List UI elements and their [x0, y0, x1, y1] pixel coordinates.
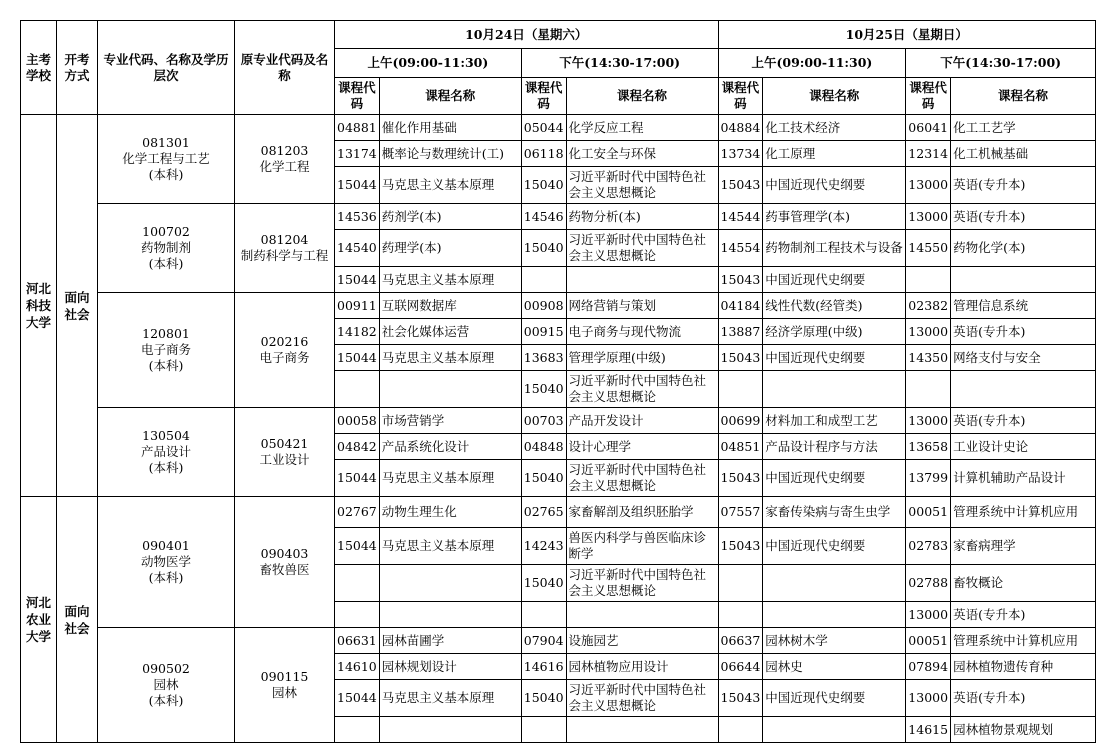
course-name: 中国近现代史纲要: [763, 167, 906, 204]
course-code: 14550: [906, 230, 951, 267]
major-cell: [98, 204, 235, 293]
course-name: [566, 602, 718, 628]
course-name: 电子商务与现代物流: [566, 319, 718, 345]
major-code: 090502: [142, 661, 190, 676]
course-name: [763, 602, 906, 628]
course-code: 15044: [335, 528, 380, 565]
course-code: 13887: [718, 319, 763, 345]
course-name: 英语(专升本): [951, 680, 1096, 717]
course-code: 02765: [521, 497, 566, 528]
course-name: 药物化学(本): [951, 230, 1096, 267]
header-school: 主考学校: [21, 21, 57, 115]
course-code: 15043: [718, 460, 763, 497]
course-name: 化工技术经济: [763, 115, 906, 141]
course-code: 02783: [906, 528, 951, 565]
header-course-code: 课程代码: [718, 78, 763, 115]
major-code: 120801: [142, 326, 190, 341]
course-name: 药剂学(本): [379, 204, 521, 230]
course-name: [763, 717, 906, 743]
orig-major-name: 电子商务: [259, 350, 310, 365]
course-code: 04884: [718, 115, 763, 141]
course-code: 14610: [335, 654, 380, 680]
course-code: [718, 717, 763, 743]
course-code: 15043: [718, 680, 763, 717]
course-name: 动物生理生化: [379, 497, 521, 528]
course-name: 管理学原理(中级): [566, 345, 718, 371]
course-name: 网络营销与策划: [566, 293, 718, 319]
course-name: 英语(专升本): [951, 408, 1096, 434]
major-level: (本科): [148, 693, 184, 708]
course-code: 00915: [521, 319, 566, 345]
course-code: 13799: [906, 460, 951, 497]
orig-major-cell: [235, 628, 335, 743]
course-code: 06118: [521, 141, 566, 167]
course-code: 04184: [718, 293, 763, 319]
course-code: [521, 602, 566, 628]
orig-major-cell: [235, 293, 335, 408]
course-code: 04851: [718, 434, 763, 460]
school-name-cell: [21, 115, 57, 497]
course-name: 习近平新时代中国特色社会主义思想概论: [566, 230, 718, 267]
course-name: 园林史: [763, 654, 906, 680]
course-code: 04848: [521, 434, 566, 460]
major-code: 090401: [142, 538, 190, 553]
table-row: [21, 204, 1096, 230]
course-code: 13000: [906, 167, 951, 204]
course-name: 习近平新时代中国特色社会主义思想概论: [566, 680, 718, 717]
course-code: 14350: [906, 345, 951, 371]
course-code: 00703: [521, 408, 566, 434]
course-name: 中国近现代史纲要: [763, 267, 906, 293]
course-name: 英语(专升本): [951, 602, 1096, 628]
course-name: 马克思主义基本原理: [379, 267, 521, 293]
course-name: 中国近现代史纲要: [763, 345, 906, 371]
course-code: 00699: [718, 408, 763, 434]
course-code: 13174: [335, 141, 380, 167]
course-name: [379, 565, 521, 602]
major-name: 药物制剂: [140, 240, 191, 255]
course-code: 00908: [521, 293, 566, 319]
course-name: 马克思主义基本原理: [379, 528, 521, 565]
orig-major-code: 081203: [260, 143, 309, 158]
course-code: 15043: [718, 167, 763, 204]
course-code: 04842: [335, 434, 380, 460]
course-code: 15044: [335, 680, 380, 717]
course-code: 13000: [906, 602, 951, 628]
course-code: 13000: [906, 319, 951, 345]
course-name: 英语(专升本): [951, 167, 1096, 204]
course-code: [718, 602, 763, 628]
course-name: 化工安全与环保: [566, 141, 718, 167]
orig-major-name: 制药科学与工程: [240, 248, 329, 263]
course-name: 化工机械基础: [951, 141, 1096, 167]
orig-major-code: 020216: [260, 334, 309, 349]
course-name: 催化作用基础: [379, 115, 521, 141]
course-name: 园林植物应用设计: [566, 654, 718, 680]
major-level: (本科): [148, 256, 184, 271]
header-day1-pm: 下午(14:30-17:00): [521, 49, 718, 78]
course-name: [379, 717, 521, 743]
course-code: 14540: [335, 230, 380, 267]
course-name: 计算机辅助产品设计: [951, 460, 1096, 497]
major-code: 130504: [142, 428, 190, 443]
course-name: 化学反应工程: [566, 115, 718, 141]
major-name: 电子商务: [140, 342, 191, 357]
course-code: 15040: [521, 460, 566, 497]
header-mode: 开考方式: [57, 21, 98, 115]
course-code: 02788: [906, 565, 951, 602]
header-course-name: 课程名称: [566, 78, 718, 115]
course-code: 15043: [718, 267, 763, 293]
header-day2-am: 上午(09:00-11:30): [718, 49, 906, 78]
course-name: 设施园艺: [566, 628, 718, 654]
course-name: 材料加工和成型工艺: [763, 408, 906, 434]
orig-major-code: 050421: [260, 436, 309, 451]
course-name: 药事管理学(本): [763, 204, 906, 230]
course-code: 14615: [906, 717, 951, 743]
course-name: 产品系统化设计: [379, 434, 521, 460]
course-code: 04881: [335, 115, 380, 141]
orig-major-cell: [235, 204, 335, 293]
course-name: 中国近现代史纲要: [763, 680, 906, 717]
exam-mode-cell: [57, 497, 98, 743]
course-name: [951, 371, 1096, 408]
table-row: [21, 408, 1096, 434]
course-name: [379, 602, 521, 628]
course-code: 13000: [906, 408, 951, 434]
course-name: 习近平新时代中国特色社会主义思想概论: [566, 460, 718, 497]
course-name: 药理学(本): [379, 230, 521, 267]
course-name: 习近平新时代中国特色社会主义思想概论: [566, 371, 718, 408]
exam-mode: 面向社会: [64, 289, 90, 322]
course-name: 马克思主义基本原理: [379, 167, 521, 204]
course-code: 00051: [906, 497, 951, 528]
course-code: [335, 565, 380, 602]
course-code: [335, 371, 380, 408]
course-code: 15040: [521, 167, 566, 204]
major-level: (本科): [148, 167, 184, 182]
course-name: 中国近现代史纲要: [763, 460, 906, 497]
course-name: 化工工艺学: [951, 115, 1096, 141]
course-name: 经济学原理(中级): [763, 319, 906, 345]
course-code: 13683: [521, 345, 566, 371]
table-row: [21, 115, 1096, 141]
course-code: 07894: [906, 654, 951, 680]
header-day1: 10月24日（星期六）: [335, 21, 719, 49]
course-code: 15040: [521, 371, 566, 408]
major-level: (本科): [148, 570, 184, 585]
course-name: 习近平新时代中国特色社会主义思想概论: [566, 565, 718, 602]
course-name: 产品开发设计: [566, 408, 718, 434]
schedule-body: [21, 115, 1096, 743]
table-row: [21, 628, 1096, 654]
course-name: 管理系统中计算机应用: [951, 628, 1096, 654]
table-row: [21, 497, 1096, 528]
course-name: 英语(专升本): [951, 319, 1096, 345]
header-major: 专业代码、名称及学历层次: [98, 21, 235, 115]
course-name: 管理信息系统: [951, 293, 1096, 319]
school-name: 河北科技大学: [25, 281, 51, 330]
course-code: [906, 371, 951, 408]
header-course-code: 课程代码: [335, 78, 380, 115]
course-name: [763, 371, 906, 408]
course-name: 药物制剂工程技术与设备: [763, 230, 906, 267]
orig-major-name: 工业设计: [259, 452, 310, 467]
major-level: (本科): [148, 358, 184, 373]
school-name-cell: [21, 497, 57, 743]
course-name: 市场营销学: [379, 408, 521, 434]
course-code: [335, 717, 380, 743]
header-day2: 10月25日（星期日）: [718, 21, 1096, 49]
course-code: 14243: [521, 528, 566, 565]
course-name: 中国近现代史纲要: [763, 528, 906, 565]
course-name: 园林苗圃学: [379, 628, 521, 654]
major-cell: [98, 293, 235, 408]
course-code: [521, 267, 566, 293]
course-code: 15043: [718, 345, 763, 371]
course-name: 网络支付与安全: [951, 345, 1096, 371]
course-code: 14616: [521, 654, 566, 680]
course-name: 家畜传染病与寄生虫学: [763, 497, 906, 528]
course-code: 15043: [718, 528, 763, 565]
course-name: 社会化媒体运营: [379, 319, 521, 345]
course-code: 15040: [521, 230, 566, 267]
course-code: 15044: [335, 267, 380, 293]
course-code: 00911: [335, 293, 380, 319]
major-code: 081301: [142, 135, 190, 150]
major-cell: [98, 497, 235, 628]
course-code: 13734: [718, 141, 763, 167]
course-name: [566, 267, 718, 293]
course-code: 15040: [521, 680, 566, 717]
course-name: 管理系统中计算机应用: [951, 497, 1096, 528]
course-name: [951, 267, 1096, 293]
course-code: 15040: [521, 565, 566, 602]
major-level: (本科): [148, 460, 184, 475]
course-code: [906, 267, 951, 293]
school-name: 河北农业大学: [25, 595, 51, 644]
orig-major-name: 化学工程: [259, 159, 310, 174]
course-code: [335, 602, 380, 628]
course-code: 06631: [335, 628, 380, 654]
orig-major-name: 畜牧兽医: [259, 562, 310, 577]
course-name: 马克思主义基本原理: [379, 680, 521, 717]
course-name: 工业设计史论: [951, 434, 1096, 460]
major-name: 园林: [153, 677, 179, 692]
major-cell: [98, 628, 235, 743]
header-course-name: 课程名称: [379, 78, 521, 115]
course-code: 14554: [718, 230, 763, 267]
major-cell: [98, 115, 235, 204]
course-name: 习近平新时代中国特色社会主义思想概论: [566, 167, 718, 204]
course-code: 02382: [906, 293, 951, 319]
course-code: 13000: [906, 204, 951, 230]
course-name: 设计心理学: [566, 434, 718, 460]
course-name: 马克思主义基本原理: [379, 460, 521, 497]
orig-major-code: 081204: [260, 232, 309, 247]
course-code: 06644: [718, 654, 763, 680]
major-name: 产品设计: [140, 444, 191, 459]
course-name: 兽医内科学与兽医临床诊断学: [566, 528, 718, 565]
course-name: 产品设计程序与方法: [763, 434, 906, 460]
course-code: [718, 565, 763, 602]
orig-major-cell: [235, 408, 335, 497]
course-name: 英语(专升本): [951, 204, 1096, 230]
major-name: 化学工程与工艺: [122, 151, 210, 166]
course-code: 07904: [521, 628, 566, 654]
major-cell: [98, 408, 235, 497]
orig-major-code: 090403: [260, 546, 309, 561]
course-name: 园林树木学: [763, 628, 906, 654]
course-code: 06637: [718, 628, 763, 654]
course-name: 概率论与数理统计(工): [379, 141, 521, 167]
course-code: 13000: [906, 680, 951, 717]
course-name: 家畜病理学: [951, 528, 1096, 565]
major-name: 动物医学: [140, 554, 191, 569]
major-code: 100702: [142, 224, 190, 239]
course-code: 00058: [335, 408, 380, 434]
header-day2-pm: 下午(14:30-17:00): [906, 49, 1096, 78]
header-course-code: 课程代码: [521, 78, 566, 115]
course-code: 14544: [718, 204, 763, 230]
course-name: 互联网数据库: [379, 293, 521, 319]
course-name: [763, 565, 906, 602]
course-name: [379, 371, 521, 408]
course-name: 马克思主义基本原理: [379, 345, 521, 371]
header-course-name: 课程名称: [763, 78, 906, 115]
exam-mode-cell: [57, 115, 98, 497]
course-name: 药物分析(本): [566, 204, 718, 230]
course-code: 15044: [335, 460, 380, 497]
course-code: 14182: [335, 319, 380, 345]
table-row: [21, 293, 1096, 319]
orig-major-cell: [235, 115, 335, 204]
orig-major-name: 园林: [271, 685, 297, 700]
course-code: 15044: [335, 345, 380, 371]
course-code: 02767: [335, 497, 380, 528]
course-name: [566, 717, 718, 743]
course-code: 15044: [335, 167, 380, 204]
course-code: 00051: [906, 628, 951, 654]
course-name: 畜牧概论: [951, 565, 1096, 602]
course-code: 06041: [906, 115, 951, 141]
header-course-code: 课程代码: [906, 78, 951, 115]
header-course-name: 课程名称: [951, 78, 1096, 115]
orig-major-code: 090115: [260, 669, 309, 684]
course-code: 14546: [521, 204, 566, 230]
course-code: [521, 717, 566, 743]
course-name: 园林规划设计: [379, 654, 521, 680]
course-code: 07557: [718, 497, 763, 528]
header-orig: 原专业代码及名称: [235, 21, 335, 115]
course-code: 14536: [335, 204, 380, 230]
course-name: 家畜解剖及组织胚胎学: [566, 497, 718, 528]
course-code: 12314: [906, 141, 951, 167]
course-code: [718, 371, 763, 408]
course-code: 13658: [906, 434, 951, 460]
exam-schedule-table: [20, 20, 1096, 743]
course-name: 园林植物景观规划: [951, 717, 1096, 743]
header-day1-am: 上午(09:00-11:30): [335, 49, 522, 78]
course-name: 线性代数(经管类): [763, 293, 906, 319]
course-code: 05044: [521, 115, 566, 141]
orig-major-cell: [235, 497, 335, 628]
exam-mode: 面向社会: [64, 603, 90, 636]
course-name: 化工原理: [763, 141, 906, 167]
course-name: 园林植物遗传育种: [951, 654, 1096, 680]
